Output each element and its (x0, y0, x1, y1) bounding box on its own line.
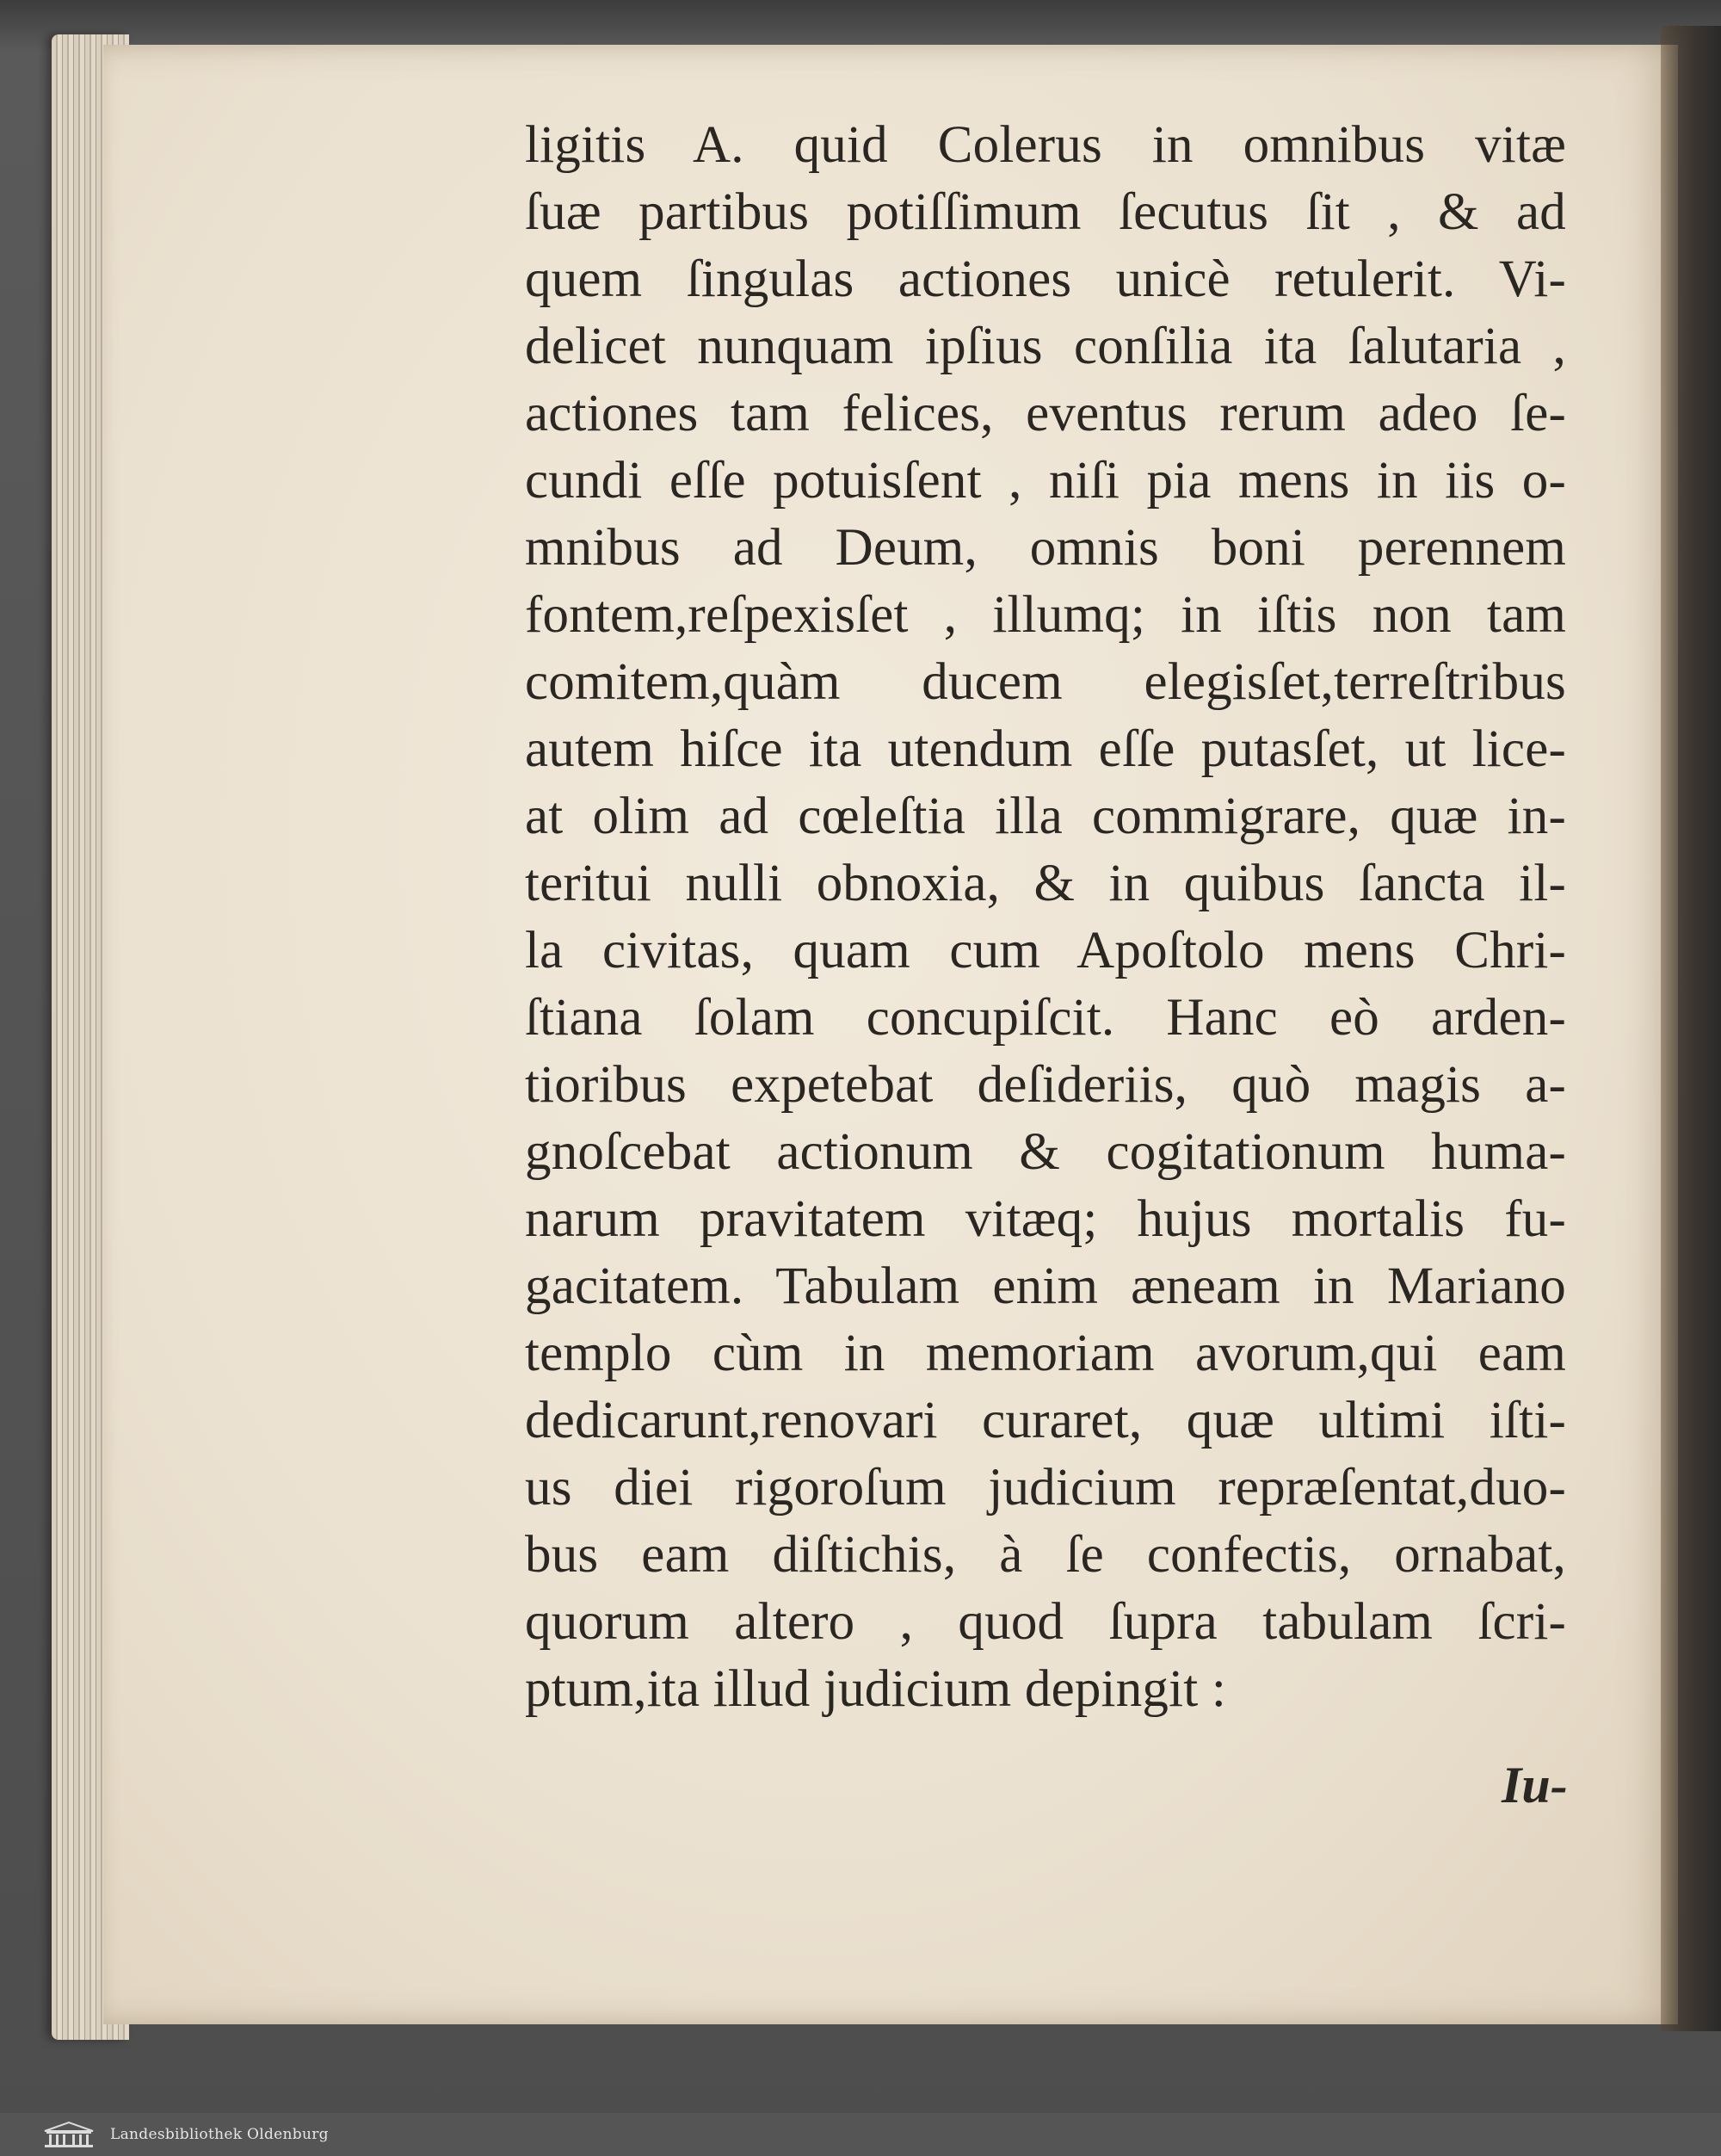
text-line: comitem,quàm ducem elegisſet,terreſtribus (525, 653, 1566, 711)
text-line: ptum,ita illud judicium depingit : (525, 1660, 1226, 1718)
footer-bar (0, 2113, 1721, 2156)
text-line: narum pravitatem vitæq; hujus mortalis fu- (525, 1190, 1566, 1248)
text-line: at olim ad cœleſtia illa commigrare, quæ in- (525, 788, 1566, 845)
text-line: tioribus expetebat deſideriis, quò magis a- (525, 1056, 1566, 1114)
page-text-block (525, 112, 1566, 1723)
text-line: bus eam diſtichis, à ſe confectis, ornabat, (525, 1526, 1566, 1584)
text-line: autem hiſce ita utendum eſſe putasſet, ut lice- (525, 720, 1566, 778)
text-line: ligitis A. quid Colerus in omnibus vitæ (525, 116, 1566, 174)
text-line: quorum altero , quod ſupra tabulam ſcri- (525, 1593, 1566, 1651)
text-line: quem ſingulas actiones unicè retulerit. Vi- (525, 250, 1566, 308)
book-gutter (1661, 26, 1721, 2031)
text-line: actiones tam felices, eventus rerum adeo ſe- (525, 385, 1566, 442)
text-line: mnibus ad Deum, omnis boni perennem (525, 519, 1566, 577)
text-line: delicet nunquam ipſius conſilia ita ſalutaria , (525, 318, 1566, 375)
text-line: gnoſcebat actionum & cogitationum huma- (525, 1123, 1566, 1181)
text-line: dedicarunt,renovari curaret, quæ ultimi iſti- (525, 1392, 1566, 1449)
text-line: us diei rigoroſum judicium repræſentat,duo- (525, 1459, 1566, 1517)
text-line: ſuæ partibus potiſſimum ſecutus ſit , & ad (525, 183, 1566, 241)
text-line: cundi eſſe potuisſent , niſi pia mens in iis o- (525, 452, 1566, 510)
text-line: ſtiana ſolam concupiſcit. Hanc eò arden- (525, 989, 1566, 1047)
library-name: Landesbibliothek Oldenburg (110, 2126, 329, 2143)
text-line: la civitas, quam cum Apoſtolo mens Chri- (525, 922, 1566, 979)
library-building-icon (41, 2121, 96, 2148)
text-line: templo cùm in memoriam avorum,qui eam (525, 1325, 1566, 1382)
text-line: teritui nulli obnoxia, & in quibus ſancta il- (525, 855, 1566, 912)
catchword: Iu- (1502, 1757, 1568, 1813)
text-line: fontem,reſpexisſet , illumq; in iſtis non tam (525, 586, 1566, 644)
text-line: gacitatem. Tabulam enim æneam in Mariano (525, 1257, 1566, 1315)
